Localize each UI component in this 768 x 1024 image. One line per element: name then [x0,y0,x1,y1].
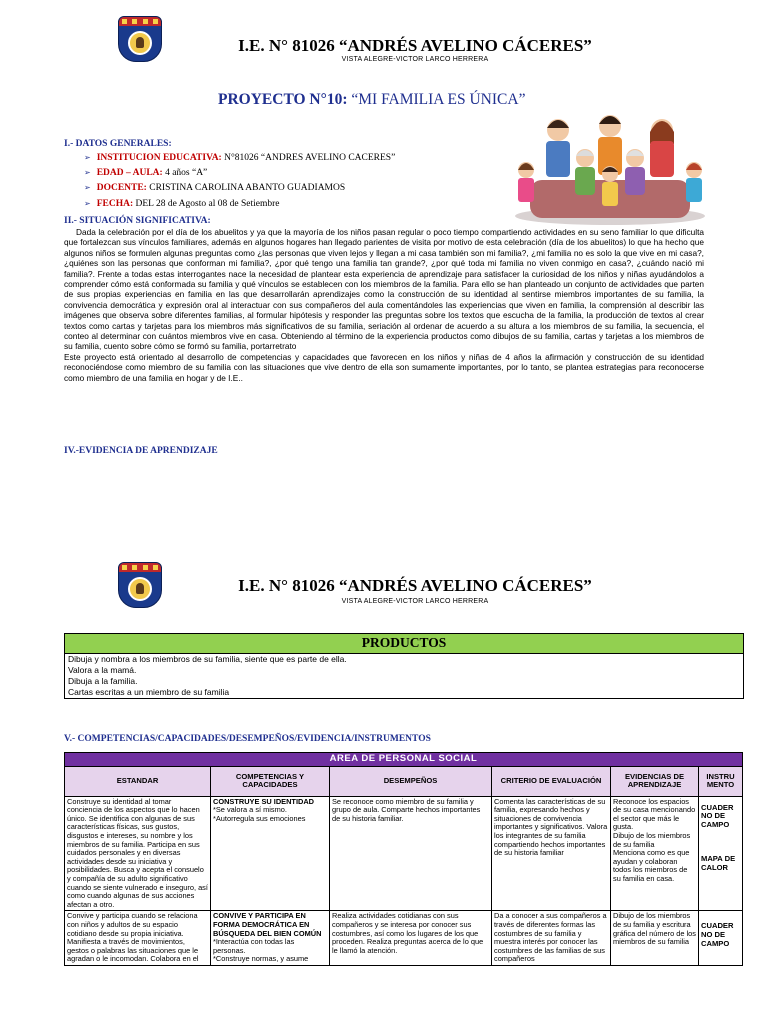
school-address: VISTA ALEGRE-VICTOR LARCO HERRERA [341,56,489,63]
instrument-cell [699,796,743,911]
column-header: DESEMPEÑOS [330,766,492,796]
evidence-heading: IV.-EVIDENCIA DE APRENDIZAJE [64,446,218,456]
column-header: COMPETENCIAS Y CAPACIDADES [211,766,330,796]
school-address: VISTA ALEGRE-VICTOR LARCO HERRERA [341,598,489,605]
instrument-text: CUADER NO DE CAMPO [701,802,734,829]
competencies-table [64,752,743,966]
products-heading: PRODUCTOS [65,634,743,654]
school-name: I.E. N° 81026 “ANDRÉS AVELINO CÁCERES” [238,36,592,55]
instrument-cell [699,911,743,966]
performance-cell: Realiza actividades cotidianas con sus compañeros y se interesa por conocer sus costumbres, así como los lugares de los que proceden. Realiza preguntas acerca de lo que le llamó la atención. [330,911,492,966]
instrument-text: CUADER NO DE CAMPO [701,921,734,948]
column-header: ESTANDAR [65,766,211,796]
school-logo [118,16,162,62]
competency-title: CONVIVE Y PARTICIPA EN FORMA DEMOCRÁTICA EN BÚSQUEDA DEL BIEN COMÚN [213,911,322,938]
arrow-bullet-icon: ➢ [84,183,91,192]
school-logo [118,562,162,608]
field-label: DOCENTE: [96,183,147,193]
field-label: FECHA: [96,199,134,209]
capacities-text: *Interactúa con todas las personas. *Construye normas, y asume [213,937,309,964]
instrument-text: MAPA DE CALOR [701,854,736,872]
arrow-bullet-icon: ➢ [84,153,91,162]
school-name: I.E. N° 81026 “ANDRÉS AVELINO CÁCERES” [238,576,592,595]
project-label: PROYECTO N°10: [218,91,348,108]
table-row [65,796,743,911]
evidence-cell: Dibujo de los miembros de su familia y escritura gráfica del número de los miembros de su familia [611,911,699,966]
area-header: AREA DE PERSONAL SOCIAL [65,753,743,767]
field-value: N°81026 “ANDRES AVELINO CACERES” [224,153,396,163]
general-data-heading: I.- DATOS GENERALES: [64,139,172,149]
arrow-bullet-icon: ➢ [84,168,91,177]
competencies-heading: V.- COMPETENCIAS/CAPACIDADES/DESEMPEÑOS/EVIDENCIA/INSTRUMENTOS [64,734,431,744]
situation-body [64,227,704,383]
field-label: INSTITUCION EDUCATIVA: [96,153,222,163]
standard-cell: Convive y participa cuando se relaciona con niños y adultos de su espacio cotidiano desde su propia iniciativa. Manifiesta a través de movimientos, gestos o palabras las situaciones que le agradan o le incomodan. Colabora en el [65,911,211,966]
arrow-bullet-icon: ➢ [84,199,91,208]
situation-paragraph: Este proyecto está orientado al desarrollo de competencias y capacidades que favorecen en los niños y niñas de 4 años la afirmación y construcción de su identidad reconociéndose como miembro de su familia con las situaciones que vive dentro de ella son sumamente importantes, por lo tanto, se plantea estrategias para reconocerse como miembro de una familia en hogar y de I.E.. [64,351,704,383]
criteria-cell: Da a conocer a sus compañeros a través de diferentes formas las costumbres de su familia y muestra interés por conocer las costumbres de las familias de sus compañeros [492,911,611,966]
product-row: Dibuja y nombra a los miembros de su familia, siente que es parte de ella. [68,654,347,664]
general-item-teacher [84,183,345,193]
product-row: Cartas escritas a un miembro de su familia [68,687,230,697]
product-row: Valora a la mamá. [68,665,137,675]
column-header: EVIDENCIAS DE APRENDIZAJE [611,766,699,796]
general-item-date [84,199,279,209]
general-item-institution [84,153,395,163]
product-row: Dibuja a la familia. [68,676,138,686]
column-header: INSTRU MENTO [699,766,743,796]
competency-cell [211,911,330,966]
field-value: 4 años “A” [165,168,208,178]
field-value: CRISTINA CAROLINA ABANTO GUADIAMOS [149,183,346,193]
project-name: “MI FAMILIA ES ÚNICA” [351,91,526,108]
standard-cell: Construye su identidad al tomar conciencia de los aspectos que lo hacen único. Se identifica con algunas de sus características físicas, sus gustos, disgustos e intereses, su nombre y los miembros de su familia. Participa en sus cuidados personales y en diversas actividades desde su iniciativa y posibilidades. Busca y acepta el consuelo y compañía de su adulto significativo cuando se siente vulnerado e inseguro, así como cuando algunas de sus acciones afectan a otro. [65,796,211,911]
situation-heading: II.- SITUACIÓN SIGNIFICATIVA: [64,216,211,226]
table-row [65,911,743,966]
competency-title: CONSTRUYE SU IDENTIDAD [213,796,315,806]
field-value: DEL 28 de Agosto al 08 de Setiembre [135,199,280,209]
field-label: EDAD – AULA: [96,168,163,178]
competency-cell [211,796,330,911]
performance-cell: Se reconoce como miembro de su familia y grupo de aula. Comparte hechos importantes de su historia familiar. [330,796,492,911]
column-header: CRITERIO DE EVALUACIÓN [492,766,611,796]
capacities-text: *Se valora a sí mismo. *Autorregula sus emociones [213,805,306,823]
products-table [64,633,744,699]
evidence-cell: Reconoce los espacios de su casa mencionando el sector que más le gusta. Dibujo de los miembros de su familia Menciona como es que ayudan y colaboran todos los miembros de su familia en casa. [611,796,699,911]
project-title [218,91,525,109]
general-item-age [84,168,207,178]
family-illustration [510,108,710,226]
situation-paragraph: Dada la celebración por el día de los abuelitos y ya que la mayoría de los niños pasan regular o poco tiempo compartiendo actividades en su seno familiar lo que dificulta que fortalezcan sus vínculos familiares, además en algunos hogares han llegado parientes de visita por motivo de esta celebración (día de los abuelitos) lo que ha hecho que algunos niños se formulen algunas preguntas como ¿las personas que viven lejos y llegan a mi casa también son mi familia?, ¿mi familia no es solo la que vive en mi casa?, ¿quiénes son las personas que conforman mi familia?, ¿por qué tengo una familia tan grande?, ¿por qué toda mi familia no viven conmigo en casa?, ¿cuándo nació mi familia?. Frente a todas estas interrogantes nace la necesidad de plantear esta experiencia de aprendizaje para satisfacer la curiosidad de los niños y niñas ayudándolos a comprender cómo está conformada su familia y qué vínculos se establecen con los miembros de la familia. Para ello se han planteado un conjunto de actividades que parten de sus propias experiencias en familia en las que desarrollarán aprendizajes como la construcción de su identidad al sentirse miembros importantes de su familia, la convivencia democrática y expresión oral al interactuar con sus compañeros del aula comentándoles las experiencias que viven en familia, la comprensión al describir las imágenes que observa sobre diferentes familias, al formular hipótesis y responder las preguntas sobre los textos que escucha de la familia, la producción de textos al crear textos como cartas y tarjetas para los miembros más significativos de su familia, seriación al ordenar de acuerdo a su altura a los miembros de su familia, la secuencia, el conteo al determinar con cuántos miembros vive en casa. Obteniendo al término de la experiencia productos como dibujos de su familia, cartas y tarjetas a los miembros de su familia, cuento sobre cómo se formó su familia, portarretrato [64,227,704,352]
criteria-cell: Comenta las características de su familia, expresando hechos y situaciones de convivencia importantes y significativos. Valora los integrantes de su familia compartiendo hechos importantes de su historia familiar [492,796,611,911]
